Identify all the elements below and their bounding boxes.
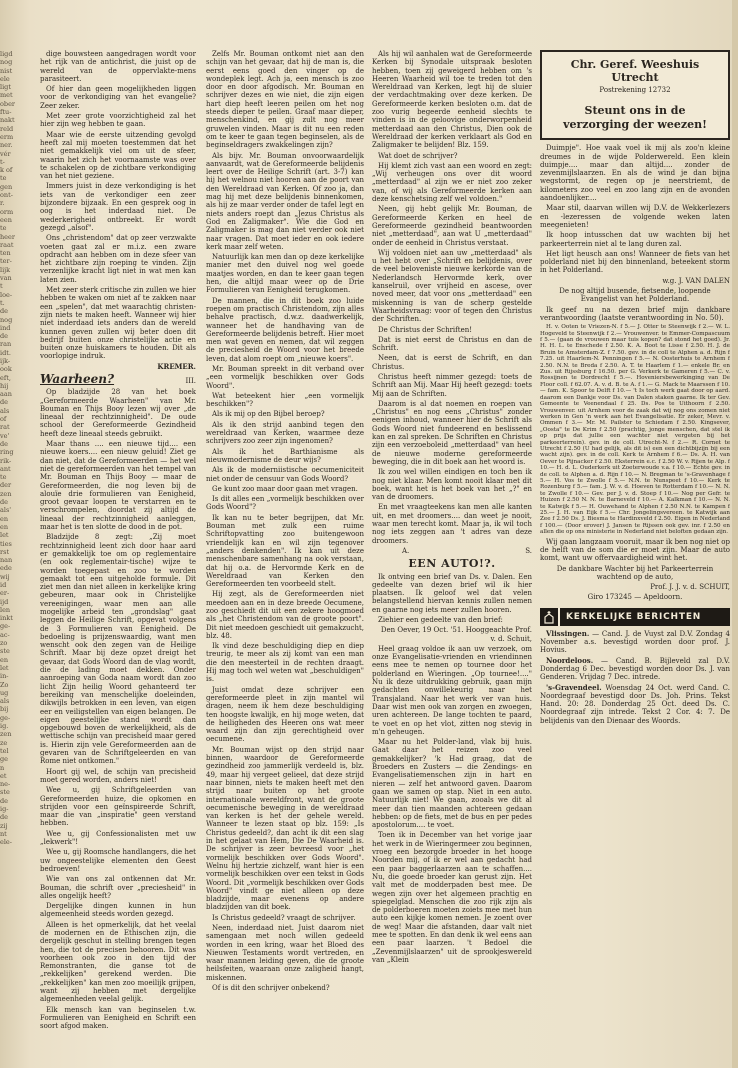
paragraph: Heel graag voldoe ik aan uw verzoek, om onze Evangelisatie-vrienden en vriendinnen eens mee te nemen op tournee door het polderland en Wieringen. „Op tournee!...." Nu ik deze uitdrukking gebruik, gaan mijn gedachten onwillekeurig naar het Transjaland. Naar het werk ver van huis. Daar wist men ook van zorgen en zwoegen, uren achtereen. De lange tochten te paard, te voet en op het vlot, zitten nog stevig in m'n geheugen. [372,644,532,736]
margin-fragment: ober [0,99,16,108]
margin-fragment: erm [0,132,14,141]
paragraph: Hoort gij wel, de schijn van precisheid moet gered worden, anders niet! [40,767,196,784]
margin-fragment: inkt [0,614,13,623]
margin-fragment: ring [0,448,14,457]
paragraph: Hij zegt, als de Gereformeerden niet meedoen aan en in deze breede Oecumene, zoo geschiedt dit uit een zekere hoogmoed als „het Christendom van de groote poort". Dit niet meedoen geschiedt uit gemakzucht, blz. 48. [206,590,364,640]
paragraph: Als ik mij op den Bijbel beroep? [212,410,325,419]
margin-fragment: ig- [0,805,9,814]
signature-van-dalen: w.g. J. VAN DALEN [662,276,730,285]
heading-een-auto: EEN AUTO!?. [408,557,496,571]
margin-fragment: en [0,514,9,523]
paragraph: Toen ik in December van het vorige jaar het werk in de Wieringermeer zou beginnen, vroeg een bezorgde broeder in het hooge Noorden mij, of ik er wel aan gedacht had een paar baggerlaarzen aan te schaffen.... Nu, die goede broeder kan gerust zijn. Het valt met de modderpaden best mee. De wegen zijn over het algemeen prachtig en spiegelglad. Menschen die zoo rijk zijn als de polderboeren moeten zoiets mee met hun auto een kijkje komen nemen. Je zoent over de weg! Maar die afstanden, daar valt niet mee te spotten. En dan denk ik wel eens aan een paar laarzen. 't Bedoel die „Zevenmijlslaarzen" uit de sprookjeswereld van „Klein [372,831,532,964]
margin-fragment: ede [0,564,12,573]
margin-fragment: len [0,605,11,614]
margin-fragment: ste [0,647,10,656]
signature-row [372,547,532,555]
list-item [540,630,730,655]
paragraph: Dat is niet eerst de Christus en dan de Schrift. [372,335,532,353]
paragraph: Immers juist in deze verkondiging is het iets van de verkondiger een zeer bijzondere bijzaak. En een gesprek oog in oog is het inderdaad niet. De wederkerigheid ontbreekt. Er wordt gezegd „alsof". [40,182,196,232]
margin-fragment: een [0,215,12,224]
margin-fragment: met [0,91,13,100]
page-edge [732,0,738,1068]
margin-fragment: der [0,481,12,490]
paragraph: De mannen, die in dit boek zoo luide roepen om practisch Christendom, zijn alles behalve practisch, d.w.z. daadwerkelijk, wanneer het de handhaving van de Gereformeerde belijdenis betreft. Hier moet men wat geven en nemen, dat wil zeggen de preciesheid de Woord voor het breede leven, dat alom roept om „nieuwe koers". [206,296,364,363]
paragraph: Als hij wil aanhalen wat de Gereformeerde Kerken bij Synodale uitspraak besloten hebben, toen zij geweigerd hebben om 's Heeren Waarheid wil toe te treden tot den Wereldraad van Kerken, legt hij de sluier der verdachtmaking over deze kerken. De Gereformeerde kerken besloten o.m. dat de zoo vurig begeerde eenheid slechts te vinden is in de geloovige onderworpenheid metterdaad aan den Christus, Dien ook de Wereldraad der kerken verklaart als God en Zaligmaker te belijden! Blz. 159. [372,50,532,150]
margin-fragment: lijk [0,265,11,274]
paragraph: dige bouwsteen aangedragen wordt voor het rijk van de antichrist, die juist op de wereld van de oppervlakte-mens parasiteert. [40,50,196,83]
list-item [540,657,730,682]
paragraph: Wie van ons zal ontkennen dat Mr. Bouman, die schrift over „preciesheid" in alles ongelijk heeft? [40,875,196,900]
place-name: 's-Gravendeel. [546,682,602,692]
margin-fragment: ge [0,755,9,764]
margin-fragment: nog [0,58,13,67]
margin-fragment: ijd [0,597,9,606]
margin-fragment: wij [0,572,10,581]
margin-fragment: van [0,274,12,283]
margin-fragment: let [0,663,9,672]
margin-fragment: ste [0,788,10,797]
paragraph: Wij gaan langzaam vooruit, maar ik ben nog niet op de helft van de som die er moet zijn. Maar de auto komt, want uw offervaardigheid wint het. [540,537,730,563]
paragraph: Hij klemt zich vast aan een woord en zegt: „Wij verheugen ons over dit woord „metterdaad" al zijn we er niet zoo zeker van, of wij als Gereformeerde kerken aan deze kenschetsing zelf wel voldoen." [372,161,532,204]
giro-line: Giro 173245 — Apeldoorn. [587,593,683,602]
margin-fragment: reld [0,124,14,133]
paragraph: De dankbare Wachter bij het Parkeerterrein wachtend op de auto, [556,564,714,581]
item-text: — Cand. J. de Vuyst zal D.V. Zondag 4 November a.s. bevestigd worden door prof. J. Hovius. [540,629,730,655]
signature-schuit: Prof. J. J. v. d. SCHUIT, [650,583,730,592]
margin-fragment: raat [0,240,14,249]
section-heading [40,371,196,386]
paragraph: Maar stil, daarvan willen wij D.V. de Wekkerlezers en -lezeressen de volgende weken laten meegenieten! [540,204,730,229]
margin-fragment: orm [0,207,14,216]
paragraph: Christus heeft nimmer gezegd: toets de Schrift aan Mij. Maar Hij heeft gezegd: toets Mij aan de Schriften. [372,372,532,398]
paragraph: Elk mensch kan van beginselen t.w. Formulieren van Eenigheid en Schrift een soort afgod maken. [40,1005,196,1031]
margin-fragment: ner. [0,141,13,150]
margin-fragment: loe- [0,290,13,299]
paragraph: Ik ontving een brief van Ds. v. Dalen. Een gedeelte van dezen brief wil ik hier plaatsen. Ik geloof wel dat velen belangstellend hiervan kennis zullen nemen en gaarne nog iets meer zullen hooren. [372,572,532,614]
margin-fragment: de [0,439,9,448]
column-2 [206,50,364,994]
signature-a: A. [402,546,410,555]
margin-fragment: t [0,282,3,291]
paragraph: Neen, inderdaad niet. Juist daarom niet samengaan met noch willen gedeeld worden in een kring, waar het Bloed des Nieuwen Testaments wordt vertreden, en waar mannen leiding geven, die de groote heilsfeiten, waaraan onze zaligheid hangt, miskennen. [206,923,364,982]
signature-kremer: KREMER. [157,361,196,371]
left-margin-column [0,50,22,847]
margin-fragment: te [0,224,7,233]
paragraph: Ons „christendom" dat op zeer verzwakte voeten gaat zal er m.i.z. een zware opdracht aan hebben om in deze sfeer van het zichtbare zijn roeping te vinden. Zijn verzenlijke kracht ligt niet in wat men kan laten zien. [40,234,196,284]
margin-fragment: de [0,332,9,341]
ad-slogan-2: verzorging der weezen! [563,118,707,132]
margin-fragment: de [0,398,9,407]
margin-fragment: nist [0,66,13,75]
paragraph: Alleen is het opmerkelijk, dat het veelal de modernen en de Ethischen zijn, die dergelijk geschut in stelling brengen tegen hen, die tot de precisen behooren. Dit was voorheen ook zoo in den tijd der Remonstranten, die ganse tot de „rekkelijken" gerekend werden. Die „rekkelijken" kan men zoo moeilijk grijpen, want zij hebben met dergelijke algemeenheden veelal gelijk. [40,920,196,1004]
margin-fragment: k of [0,166,13,175]
church-icon [540,608,560,626]
margin-fragment: ten [0,249,11,258]
margin-fragment: ties [0,539,12,548]
margin-fragment: ligd [0,50,13,58]
ad-slogan-1: Steunt ons in de [584,104,686,118]
margin-fragment: in- [0,672,9,681]
ad-postrekening: Postrekening 12732 [599,86,671,94]
paragraph: Op bladzijde 28 van het boek „Gereformeerde Waarheen" van Mr. Bouman en Thijs Booy lezen wij over „de lineaal der rechtzinnigheid". De oude school der Gereformeerde Gezindheid heeft deze lineaal steeds gebruikt. [40,388,196,438]
item-text: — Cand. B. Bijleveld zal D.V. Donderdag 6 Dec. bevestigd worden door Ds. J. van Genderen. Vrijdag 7 Dec. intrede. [540,656,730,682]
margin-fragment: bij [0,705,9,714]
paragraph: Duimpje". Hoe vaak voel ik mij als zoo'n kleine dreumes in de wijde Polderwereld. Een klein duimpje.... maar dan altijd.... zonder de zevenmijlslaarzen. En als de wind je dan bijna wegstormt, de regen op je neerstriemt, de kilometers zoo veel en zoo lang zijn en de avonden aandoenlijker.... [540,144,730,203]
margin-fragment: ele [0,74,10,83]
paragraph: Ziehier een gedeelte van den brief: [378,616,503,624]
margin-fragment: nog [0,315,13,324]
margin-fragment: ter- [0,257,12,266]
kerkelijke-berichten-banner [540,608,730,626]
margin-fragment: nakt [0,116,15,125]
margin-fragment: de [0,498,9,507]
heading-waarheen: Waarheen? [40,371,115,386]
paragraph: Als ik den strijd aanbind tegen den wereldraad van Kerken, waarmee deze schrijvers zoo zeer zijn ingenomen? [206,420,364,446]
paragraph: De Christus der Schriften! [378,325,473,334]
margin-fragment: vér [0,149,11,158]
paragraph: Ik kan nu te beter begrijpen, dat Mr. Bouman met zulk een ruime Schriftopvatting zoo buitengewoon vriendelijk kan en wil zijn tegenover „anders denkenden". Ik kan uit deze menschenbare samenhang na ook verstaan, dat hij o.a. de Hervormde Kerk en de Wereldraad van Kerken den Gereformeerden ten voorbeeld stelt. [206,513,364,589]
margin-fragment: ge- [0,713,11,722]
paragraph: Als ik het Barthianisme als nieuwmodernisme de deur wijs? [206,447,364,464]
margin-fragment: zij [0,821,8,830]
paragraph: Is dit alles een „vormelijk beschikken over Gods Woord"? [206,495,364,512]
list-item [540,684,730,725]
paragraph: Als ik de moderniistische oecumeniciteit niet onder de censuur van Gods Woord? [206,466,364,483]
margin-fragment: als [0,406,10,415]
paragraph: Als bijv. Mr. Bouman onvoorwaardelijk aanvaardt, wat de Gereformeerde belijdenis leert over de Heilige Schrift (art. 3-7) kan hij het welnou niet hooren aan de poort van den Wereldraad van Kerken. Of zoo ja, dan mag hij met deze belijdenis binnenkomen, als hij ze maar verder onder de tafel legt en niets anders roept dan „Jezus Christus als God en Zaligmaker". Wie die God en Zaligmaker is mag dan niet verder ook niet naar vragen. Dat moet ieder en ook iedere kerk maar zelf weten. [206,151,364,251]
margin-fragment: en [0,522,9,531]
paragraph: Dergelijke dingen kunnen in hun algemeenheid steeds worden gezegd. [40,902,196,919]
paragraph: Ik zou wel willen eindigen en toch ben ik nog niet klaar. Men komt nooit klaar met dit boek, want het is het boek van het „?" en van de droomers. [372,468,532,502]
paragraph: En met vraagteekens kan men alle kanten uit, en met droomers.... dan weet je nooit, waar men terecht komt. Maar ja, ik wil toch nog iets zeggen aan 't adres van deze droomers. [372,503,532,545]
margin-fragment: heer [0,232,15,241]
paragraph: Maar wie de eerste uitzending gevolgd heeft zal mij moeten toestemmen dat het niet gemakkelijk viel om uit de sfeer, waarin het zich het voornaamste was over te schakelen op de zichtbare verkondiging van het niet geziene. [40,130,196,181]
column-3 [372,50,532,966]
margin-fragment: et [0,771,7,780]
margin-fragment: ele- [0,838,12,847]
paragraph: Of hier dan geen mogelijkheden liggen voor de verkondiging van het evangelie? Zeer zeker. [40,85,196,110]
weeshuis-advertisement [540,50,730,140]
paragraph: Wat beteekent hier „een vormelijk beschikken"? [206,391,364,409]
paragraph: Is Christus gedeeld? vraagt de schrijver. [212,913,356,922]
margin-fragment: ze [0,738,8,747]
margin-fragment: Zo [0,680,9,689]
banner-title: KERKELIJKE BERICHTEN [566,611,702,622]
paragraph: Wij voldoen niet aan uw „metterdaad" als u het hebt over „Schrift en belijdenis, over de veel beloveniste nieuwe kerkorde van de Nederlandsch Hervormde kerk, over kanselruil, over vrijheid en ascese, over noved meer, dat voor ons „metterdaad" een miskenning is van de scherp gestelde Waarheidsvraag: voor of tegen den Christus der Schriften. [372,248,532,324]
margin-fragment: gen [0,182,13,191]
margin-fragment: t. [0,298,5,307]
margin-fragment: hij [0,381,9,390]
margin-fragment: te [0,174,7,183]
church-news-list [540,630,730,725]
paragraph: Juist omdat deze schrijver een gereformeerde pleet in zijn mantel wil dragen, neem ik hem deze beschuldiging ten hoogste kwalijk, en hij moge weten, dat de heiligheden des Heeren ons wat meer waard zijn dan zijn gerechtigheid over oecumene. [206,685,364,744]
column-1 [40,50,196,1033]
paragraph: Maar nu het Polder-land, vlak bij huis. Gaat daar het reizen zoo veel gemakkelijker? 'k Had graag, dat de Broeders en Zusters — die Zendings- en Evangelisatiemenschen zijn in hart en nieren — zelf het antwoord gaven. Daarom gaan we samen op stap. Niet in een auto. Natuurlijk niet! We gaan, zooals we dit al meer dan tien maanden achtereen gedaan hebben: op de fiets, met de bus en per pedes apostolorum.... te voet. [372,738,532,830]
paragraph: De nog altijd busende, fietsende, loopende Evangelist van het Polderland. [559,287,711,304]
margin-fragment: als' [0,506,12,515]
margin-fragment: rat [0,423,10,432]
margin-fragment: ook [0,365,12,374]
place-name: Vlissingen. [546,628,590,638]
item-text: Woensdag 24 Oct. werd Cand. C. Noordegraaf bevestigd door Ds. Joh. Prins. Tekst Hand. 20: 28. Donderdag 25 Oct. deed Ds. C. Noordegraaf zijn intrede. Tekst 2 Cor. 4: 7. De belijdenis van den Dienaar des Woords. [540,683,730,725]
column-4 [540,50,730,727]
paragraph: Wat doet de schrijver? [378,151,458,160]
paragraph: Ik vind deze beschuldiging diep en diep treurig, te meer als zij komt van een man die den meesterteil in de rechten draagt. Hij mag toch wel weten wat „beschuldigen" is. [206,642,364,684]
paragraph: Met zeer sterk critische zin zullen we hier hebben te waken om niet af te zakken naar een „spelen", dat met waarachtig christen-zijn niets te maken heeft. Wanneer wij hier niet inderdaad iets anders dan de wereld kunnen geven zullen wij beter doen dit bedrijf buiten onze christelijke actie en buiten onze huiskamers te houden. Dit als voorlopige indruk. [40,286,196,361]
margin-fragment: of [0,415,7,424]
margin-fragment: ant [0,464,11,473]
margin-fragment: ve' [0,431,10,440]
paragraph: Wee u, gij Schriftgeleerden van Gereformeerden huize, die opkomen en strijden voor een geïnspireerde Schrift, maar die van „inspiratie" geen verstand hebben. [40,786,196,828]
margin-fragment: ac- [0,630,10,639]
paragraph: Maar thans .... een nieuwe tijd.... een nieuwe koers.... een nieuw geluid! Ziet ge dan niet, dat de Gereformeerden — het wel niet de gereformeerden van het tempel van Mr. Bouman en Thijs Booy — maar de Gereformeerden, die nog leven bij de alouïe drie formulieren van Eenigheid, groot gevaar loopen te verstarren en te verschrompelen, doordat zij altijd de lineaal der rechtzinnigheid aanleggen, maar het is ten slotte de dood in de pot. [40,440,196,532]
paragraph: Daarom is al dat noemen en roepen van „Christus" en nog eens „Christus" zonder eenigen inhoud, wanneer hier de Schrift als Gods Woord niet fundeerend en beslissend kan en zal spreken. De Schriften en Christus zijn een verzoeboleid „metterdaad" van heel de nieuwe moderne gereformeerde beweging, die in dit boek aan het woord is. [372,399,532,466]
margin-fragment: de [0,796,9,805]
margin-fragment: ftu- [0,108,12,117]
margin-fragment: ug [0,688,9,697]
margin-fragment: aan [0,390,12,399]
margin-fragment: let [0,531,9,540]
paragraph: Den Oever, 19 Oct. '51. Hooggeachte Prof. v. d. Schuit, [380,626,532,643]
paragraph: Mr. Bouman spreekt in dit verband over „een vormelijk beschikken over Gods Woord". [206,364,364,390]
margin-fragment: zen [0,489,12,498]
margin-fragment: ind [0,323,11,332]
margin-fragment: ne- [0,780,11,789]
margin-fragment: nan [0,556,13,565]
margin-fragment: ran [0,340,12,349]
paragraph: Wee u, gij Confessionalisten met uw „lekwerk"! [40,829,196,847]
margin-fragment: t- [0,157,5,166]
margin-fragment: zo [0,639,8,648]
paragraph: Wee u, gij Roomsche handlangers, die het uw ongeestelijke elementen den Geest bedroeven! [40,848,196,873]
paragraph: Ge kunt zoo maar door gaan met vragen. [212,484,358,493]
margin-fragment: nt [0,829,7,838]
margin-fragment: eft, [0,373,11,382]
margin-fragment: ig. [0,722,9,731]
margin-fragment: id [0,581,7,589]
margin-fragment: er- [0,589,10,598]
paragraph: Natuurlijk kan men dan op deze kerkelijke manier met den duivel nog wel goede maatjes worden, en dan te keer gaan tegen hen, die altijd maar weer op de Drie Formulieren van Eenigheid terugkomen. [206,253,364,295]
paragraph: Neen, gij hebt gelijk Mr. Bouman, de Gereformeerde Kerken en heel de Gereformeerde gezindheid beantwoorden niet „metterdaad", aan wat U „metterdaad" onder de eenheid in Christus verstaat. [372,205,532,247]
ad-city: Utrecht [611,71,659,84]
margin-fragment: r. [0,199,5,208]
margin-fragment: ijk- [0,356,11,365]
margin-fragment: zen [0,730,12,739]
margin-fragment: idt. [0,348,11,357]
paragraph: Zelfs Mr. Bouman ontkomt niet aan den schijn van het gevaar, dat hij de man is, die eerst eens goed den vinger op de wondeplek legt. Ach ja, een mensch is zoo door en door afgodisch. Mr. Bouman en schrijver dezes en wie niet, die zijn eigen hart diep heeft leeren peilen om het nog steeds dieper te peilen. Graaf maar dieper, menschenkind, en gij zult nog meer gruwelen vinden. Maar is dit nu een reden om te keer te gaan tegen beginselen, als de beginseldragers zwakkelingen zijn? [206,50,364,150]
paragraph: Het ligt heusch aan ons! Wanneer de fiets van het polderland niet bij den binnenland, beteekent storm in het Polderland. [540,249,730,275]
paragraph: Mr. Bouman wijst op den strijd naar binnen, waardoor de Gereformeerde gezindheid zoo jammerlijk verdeeld is, blz. 49, maar hij vergeet gelieel, dat deze strijd naar binnen, niets te maken heeft met den strijd naar buiten op het groote internationale wereldfront, want de groote oecumenische beweging in de wereldraad van kerken is het der gehele wereld. Wanneer te lezen staat op blz. 159: „Is Christus gedeeld?, dan acht ik dit een slag in het gelaat van Hem, Die De Waarheid is. De schrijver is zeer bevreesd voor „het vormelijk beschikken over Gods Woord". Welnu hij hertzie zichzelf, want hier is een vormelijk beschikken over een tekst in Gods Woord. Dit „vormelijk beschikken over Gods Woord" vindt ge niet alleen op deze bladzijde, maar evenens op andere bladzijden van dit boek. [206,745,364,912]
margin-fragment: tel [0,746,9,755]
margin-fragment: ont- [0,191,13,200]
margin-fragment: rik- [0,456,12,465]
ad-title: Chr. Geref. Weeshuis [570,58,700,71]
margin-fragment: ge- [0,622,11,631]
margin-fragment: te [0,473,7,482]
paragraph: Ik hoop intusschen dat uw wachten bij het parkeerterrein niet al te lang duren zal. [540,231,730,248]
paragraph: Met zeer grote voorzichtigheid zal het hier zijn weg hebben te gaan. [40,112,196,129]
paragraph: Of is dit den schrijver onbekend? [212,984,330,993]
place-name: Noordeloos. [546,655,594,665]
margin-fragment: en [0,655,9,664]
heading-number: III. [185,376,196,385]
signature-s: S. [525,546,532,555]
margin-fragment: n [0,763,5,772]
margin-fragment: de [0,307,9,316]
margin-fragment: de [0,813,9,822]
margin-fragment: ligt [0,83,11,92]
donation-list: H. v. Ooten te Vriezen-N. f 5.— J. Otter te Steenwijk f 2.— W. L. Hogeveld te Steenwijk f 2.— Vrouwenver. te Emmer-Compascuum f 5.— (gaan de vrouwen maar tuis kopen? dat stond het goed). Jr. H. H. L. te Enschede f 2.50. K. A. Boot te Lisse f 2.50. H. J. de Bruin te Amsterdam-Z. f 7.50. gev. in de coll te Alphen a. d. Rijn f 7.25. uit Haarlem-N. Penningen f 5.— N. Oosterhuis te Arnhem f 2.50. N.N. te Breda f 2.50. A. T. te Haarlem f 1.— enkele Br. en Zus. uit Rijssburg f 16.50. per G. Verkerk te Gameren f 5.— C. v. Rossijnen te Dordrecht f 5.—. Hoveniersbewerkinging van De Floor coll. f 62.07. A. v. d. B. te A. f 1.— G. Mack te Maarssen f 10.— fam. K. Spoor te Delft f 10.— 't Is toch werk gaat door op aard. daarom een Dankje voor Ds. van Dalen staken gaarne. Ik ter Gev. Gemeente te Veenendaal f 25. Ds. Pos te Uithoorn f 2.50. Vrouwenver. uit Arnhem voor de zaak dat wij nog ons zomen niet werken in Gen 'n werk aan het Evangelisatie. Er zeker, Mevr. v. Ommen f 3.— Mr. M. Pailster te Schiedam f 2.50. Kingsever, „Oosta" te De Krim f 2.50 (prachtig, jonge menschen, dat stel ik op prijs dat jullie een wachter niet vergeten bij het parkeerterrein). gev. in de coll. Utrecht-N. f 2.— R. Cornet te Utrecht f 2.50 (U had gelijk, als dit is) een een dichtbijzijn bij een wacht zijn). gev. in de coll. Kerk te Arnhem f 6.— Ds. A. H. van Oever te Pijnacker f 2.50. Eksterrein e.c. f 2.50 W. v. Rijen te Alp. f 10.— H. d. L. Ouderkerk uit Zoeterwoude v.a. f 10.— Echte gev. in de coll. te Alphen a. d. Rijn f 10.— N. Bregman te 's-Gravenhage f 5.— H. Vos te Zwolle f 5.— N.N. te Nunspeet f 10.— Kerk te Rozenburg f 5.— fam. J. W. v. d. Hoeven te Rotterdam f 10.— N. N. te Zwolle f 10.— Gev. per J. v. d. Stoep f 10.— Nog per Gefr. te Huizen f 2.50 N. N. te Barneveld f 10.— A. Kalkman f 10.— N. N. te Katwijk f 5.— H. Ouwehand te Alphen f 2.50 N.N. te Kampen f 25.— J. H. van Eijk f 5.— Chr. Jongelingsvereen. te Katwijk aan Zee f 2.50 Ds. J. Biesma te Hardinxveld f 2.50. Eigen in Nederland f 100.— (Door erover) J. Jansen te Rijssen ook gev. inr. f 2.50 en allen die op ons ministerie in Nederland niet beloften gedaan zijn. [540,324,730,536]
paragraph: Ik geef nu na dezen brief mijn dankbare verantwoording (laatste verantwoording in No. 50). [540,305,730,322]
paragraph: Neen, dat is eerst de Schrift, en dan Christus. [372,354,532,371]
margin-fragment: rst [0,547,10,556]
paragraph: Bladzijde 8 zegt: „Zij moet rechtzinnigheid leent zich door haar aard er gemakkelijk toe om op reglementaire (en ook reglementair-tische) wijze te worden toegepast en zoo te worden gemaakt tot een uitgeholde formule. Dit ziet men dan niet alleen in kerkelijke kring gebeuren, maar ook in Christelijke vereenigingen, waar men aan alle mogelijke arbeid ten „grondslag" gaat leggen de Heilige Schrift, opgevat volgens de 3 Formulieren van Eenigheid. De bedoeling is prijzenswaardig, want men wenscht ook den zegen van de Heilige Schrift. Maar bij deze opzet dreigt het gevaar, dat Gods Woord dan de vlag wordt, die de lading moet dekken. Onder aanroeping van Goda naam wordt dan zoo licht Zijn heilig Woord gehanteerd ter bereiking van menschelijke doeleinden, dikwijls betrokken in een leven, van eigen eer en veiligstellen van eigen belangen. De eigen geestelijke stand wordt dan opgebouwd boven de werkelijkheid, als de wettische schijn van precisheid maar gered is. Hierin zijn vele Gereformeerden aan de gevaren van de Schriftgeleerden en van Rome niet ontkomen." [40,533,196,766]
margin-fragment: als [0,697,10,706]
